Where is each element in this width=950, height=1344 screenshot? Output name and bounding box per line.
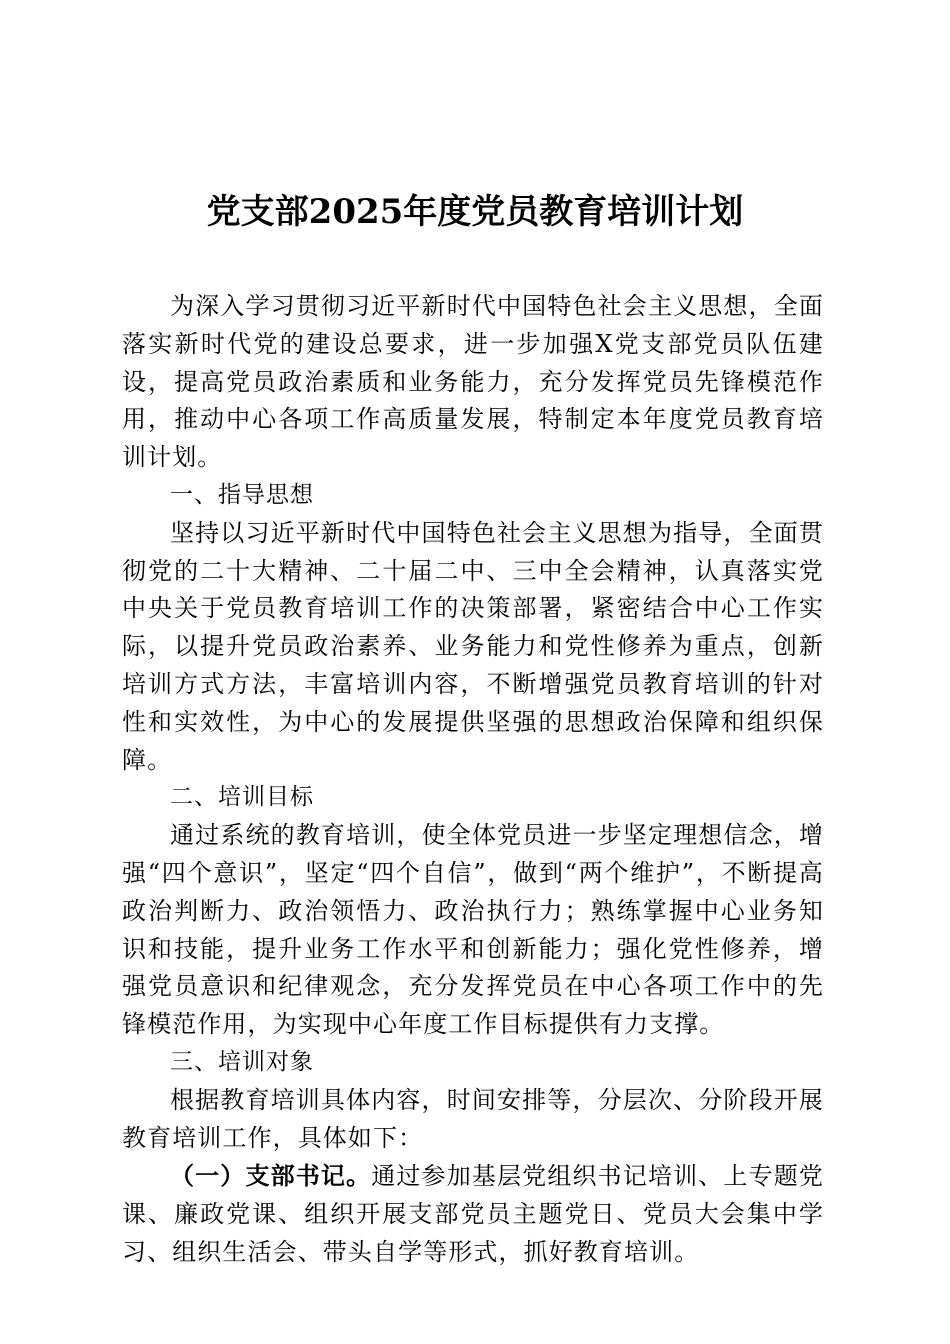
document-title: 党支部2025年度党员教育培训计划 bbox=[206, 192, 744, 232]
subitem-branch-secretary bbox=[122, 1157, 824, 1271]
section-paragraph-guiding-ideology: 坚持以习近平新时代中国特色社会主义思想为指导，全面贯彻党的二十大精神、二十届二中、三中全会精神，认真落实党中央关于党员教育培训工作的决策部署，紧密结合中心工作实际，以提升党员政治素养、业务能力和党性修养为重点，创新培训方式方法，丰富培训内容，不断增强党员教育培训的针对性和实效性，为中心的发展提供坚强的思想政治保障和组织保障。 bbox=[122, 518, 824, 774]
subitem-lead: （一）支部书记。 bbox=[170, 1161, 372, 1191]
document-body bbox=[122, 288, 824, 1272]
section-heading-training-targets: 三、培训对象 bbox=[170, 1048, 314, 1075]
subitem-text: 通过参加基层党组织书记培训、上专题党课、廉政党课、组织开展支部党员主题党日、党员大会集中学习、组织生活会、带头自学等形式，抓好教育培训。 bbox=[122, 1162, 824, 1266]
section-heading-training-goals: 二、培训目标 bbox=[170, 784, 314, 811]
intro-paragraph: 为深入学习贯彻习近平新时代中国特色社会主义思想，全面落实新时代党的建设总要求，进一步加强X党支部党员队伍建设，提高党员政治素质和业务能力，充分发挥党员先锋模范作用，推动中心各项工作高质量发展，特制定本年度党员教育培训计划。 bbox=[122, 292, 824, 472]
section-heading-guiding-ideology: 一、指导思想 bbox=[170, 481, 314, 508]
section-paragraph-training-goals: 通过系统的教育培训，使全体党员进一步坚定理想信念，增强“四个意识”，坚定“四个自信”，做到“两个维护”，不断提高政治判断力、政治领悟力、政治执行力；熟练掌握中心业务知识和技能，提升业务工作水平和创新能力；强化党性修养，增强党员意识和纪律观念，充分发挥党员在中心各项工作中的先锋模范作用，为实现中心年度工作目标提供有力支撑。 bbox=[122, 821, 824, 1039]
section-paragraph-training-targets: 根据教育培训具体内容，时间安排等，分层次、分阶段开展教育培训工作，具体如下： bbox=[122, 1085, 824, 1152]
